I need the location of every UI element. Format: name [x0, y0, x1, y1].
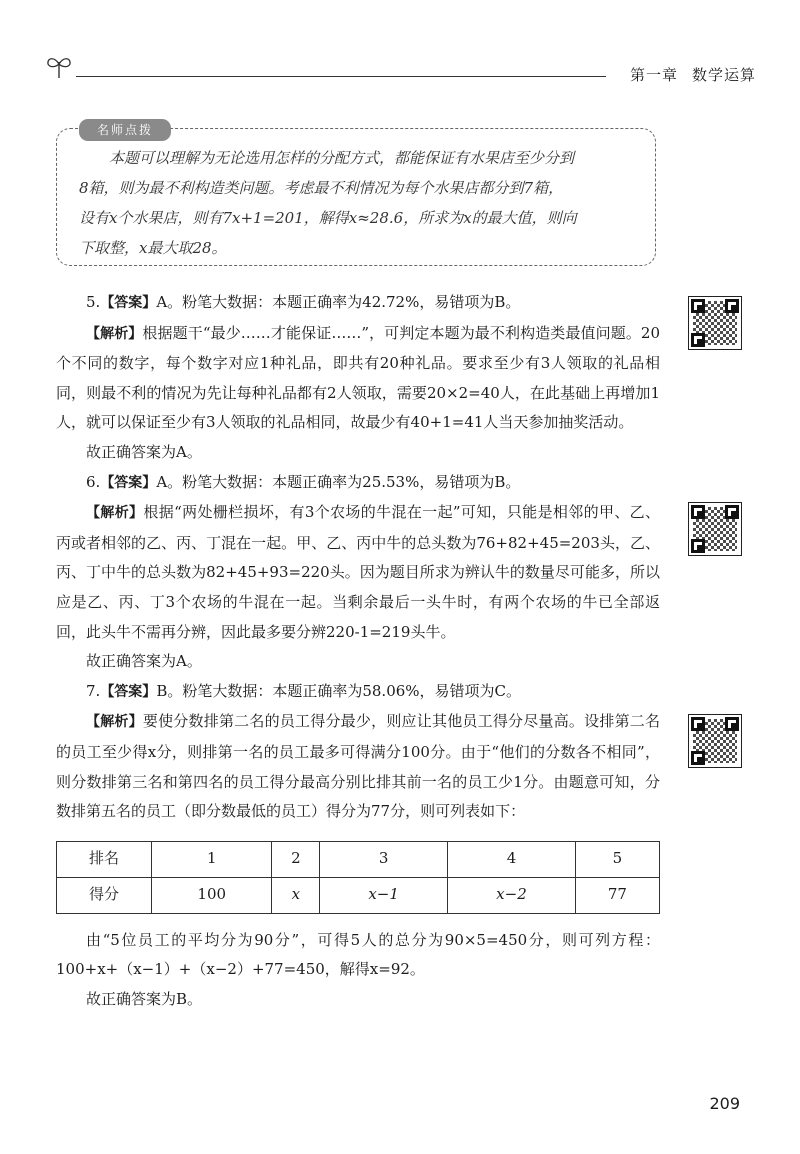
note-line: 本题可以理解为无论选用怎样的分配方式，都能保证有水果店至少分到: [109, 149, 575, 167]
q5-analysis-text: 根据题干“最少……才能保证……”，可判定本题为最不利构造类最值问题。20个不同的数字，每个数字对应1种礼品，即共有20种礼品。要求至少有3人领取的礼品相同，则最不利的情况为先让每种礼品都有2人领取，需要20×2=40人，在此基础上再增加1人，就可以保证至少有3人领取的礼品相同，故最少有40+1=41人当天参加抽奖活动。: [56, 323, 661, 432]
table-cell: 排名: [57, 841, 152, 877]
note-line: 设有x个水果店，则有7x+1=201，解得x≈28.6，所求为x的最大值，则向: [79, 209, 577, 227]
chapter-label: 第一章: [629, 66, 678, 84]
page-header: [44, 52, 756, 92]
table-cell: 4: [448, 841, 576, 877]
tip-note-box: [56, 123, 656, 266]
table-cell: x−2: [448, 877, 576, 913]
q6-analysis-text: 根据“两处栅栏损坏，有3个农场的牛混在一起”可知，只能是相邻的甲、乙、丙或者相邻的乙、丙、丁混在一起。甲、乙、丙中牛的总头数为76+82+45=203头，乙、丙、丁中牛的总头数为82+45+93=220头。因为题目所求为辨认牛的数量尽可能多，所以应是乙、丙、丁3个农场的牛混在一起。当剩余最后一头牛时，有两个农场的牛已全部返回，此头牛不需再分辨，因此最多要分辨220-1=219头牛。: [56, 503, 661, 641]
table-cell: x−1: [320, 877, 448, 913]
q5-conclusion: 故正确答案为A。: [86, 442, 202, 461]
qr-code-icon[interactable]: [688, 714, 742, 768]
answer-tag: 【答案】: [100, 683, 157, 700]
table-cell: 5: [575, 841, 659, 877]
note-text: [79, 143, 641, 263]
table-row: [57, 877, 660, 913]
q6-number: 6.: [86, 472, 101, 491]
analysis-tag: 【解析】: [86, 714, 143, 731]
q7-answer: [56, 677, 660, 708]
qr-code-icon[interactable]: [688, 502, 742, 556]
q7-analysis-text: 要使分数排第二名的员工得分最少，则应让其他员工得分尽量高。设排第二名的员工至少得x分，则排第一名的员工最多可得满分100分。由于“他们的分数各不相同”，则分数排第三名和第四名的员工得分最高分别比排其前一名的员工少1分。由题意可知，分数排第五名的员工（即分数最低的员工）得分为77分，则可列表如下：: [56, 712, 660, 821]
table-cell: 100: [152, 877, 272, 913]
table-cell: 77: [575, 877, 659, 913]
q6-answer-text: A。粉笔大数据：本题正确率为25.53%，易错项为B。: [156, 472, 521, 491]
analysis-tag: 【解析】: [86, 325, 143, 342]
score-table: [56, 841, 660, 914]
table-cell: 1: [152, 841, 272, 877]
table-cell: 3: [320, 841, 448, 877]
q7-number: 7.: [86, 681, 101, 700]
leaf-icon: [44, 52, 74, 80]
chapter-heading: [630, 64, 756, 85]
note-line: 下取整，x最大取28。: [79, 239, 227, 257]
chapter-title: 数学运算: [691, 66, 756, 84]
table-cell: x: [272, 877, 320, 913]
q5-answer-text: A。粉笔大数据：本题正确率为42.72%，易错项为B。: [156, 293, 521, 311]
q5-analysis: [56, 319, 660, 438]
answer-tag: 【答案】: [100, 474, 157, 491]
table-cell: 得分: [57, 877, 152, 913]
table-row: [57, 841, 660, 877]
q7-analysis: [56, 707, 660, 826]
q6-conclusion: 故正确答案为A。: [86, 652, 202, 671]
page-number: 209: [709, 1094, 740, 1113]
q5-answer: [56, 288, 660, 319]
answer-tag: 【答案】: [100, 295, 157, 311]
q6-answer: [56, 468, 660, 499]
q6-analysis: [56, 498, 660, 647]
q5-number: 5.: [86, 293, 101, 311]
q7-answer-text: B。粉笔大数据：本题正确率为58.06%，易错项为C。: [156, 681, 522, 700]
q7-conclusion: 故正确答案为B。: [86, 989, 203, 1008]
qr-code-icon[interactable]: [688, 296, 742, 350]
solution-content: [56, 288, 660, 1014]
header-rule: [76, 76, 606, 77]
table-cell: 2: [272, 841, 320, 877]
analysis-tag: 【解析】: [86, 505, 144, 522]
note-line: 8箱，则为最不利构造类问题。考虑最不利情况为每个水果店都分到7箱，: [79, 179, 564, 197]
note-tag: 名师点拨: [79, 119, 171, 141]
q7-after-table: 由“5位员工的平均分为90分”，可得5人的总分为90×5=450分，则可列方程：100+x+（x−1）+（x−2）+77=450，解得x=92。: [56, 930, 660, 979]
